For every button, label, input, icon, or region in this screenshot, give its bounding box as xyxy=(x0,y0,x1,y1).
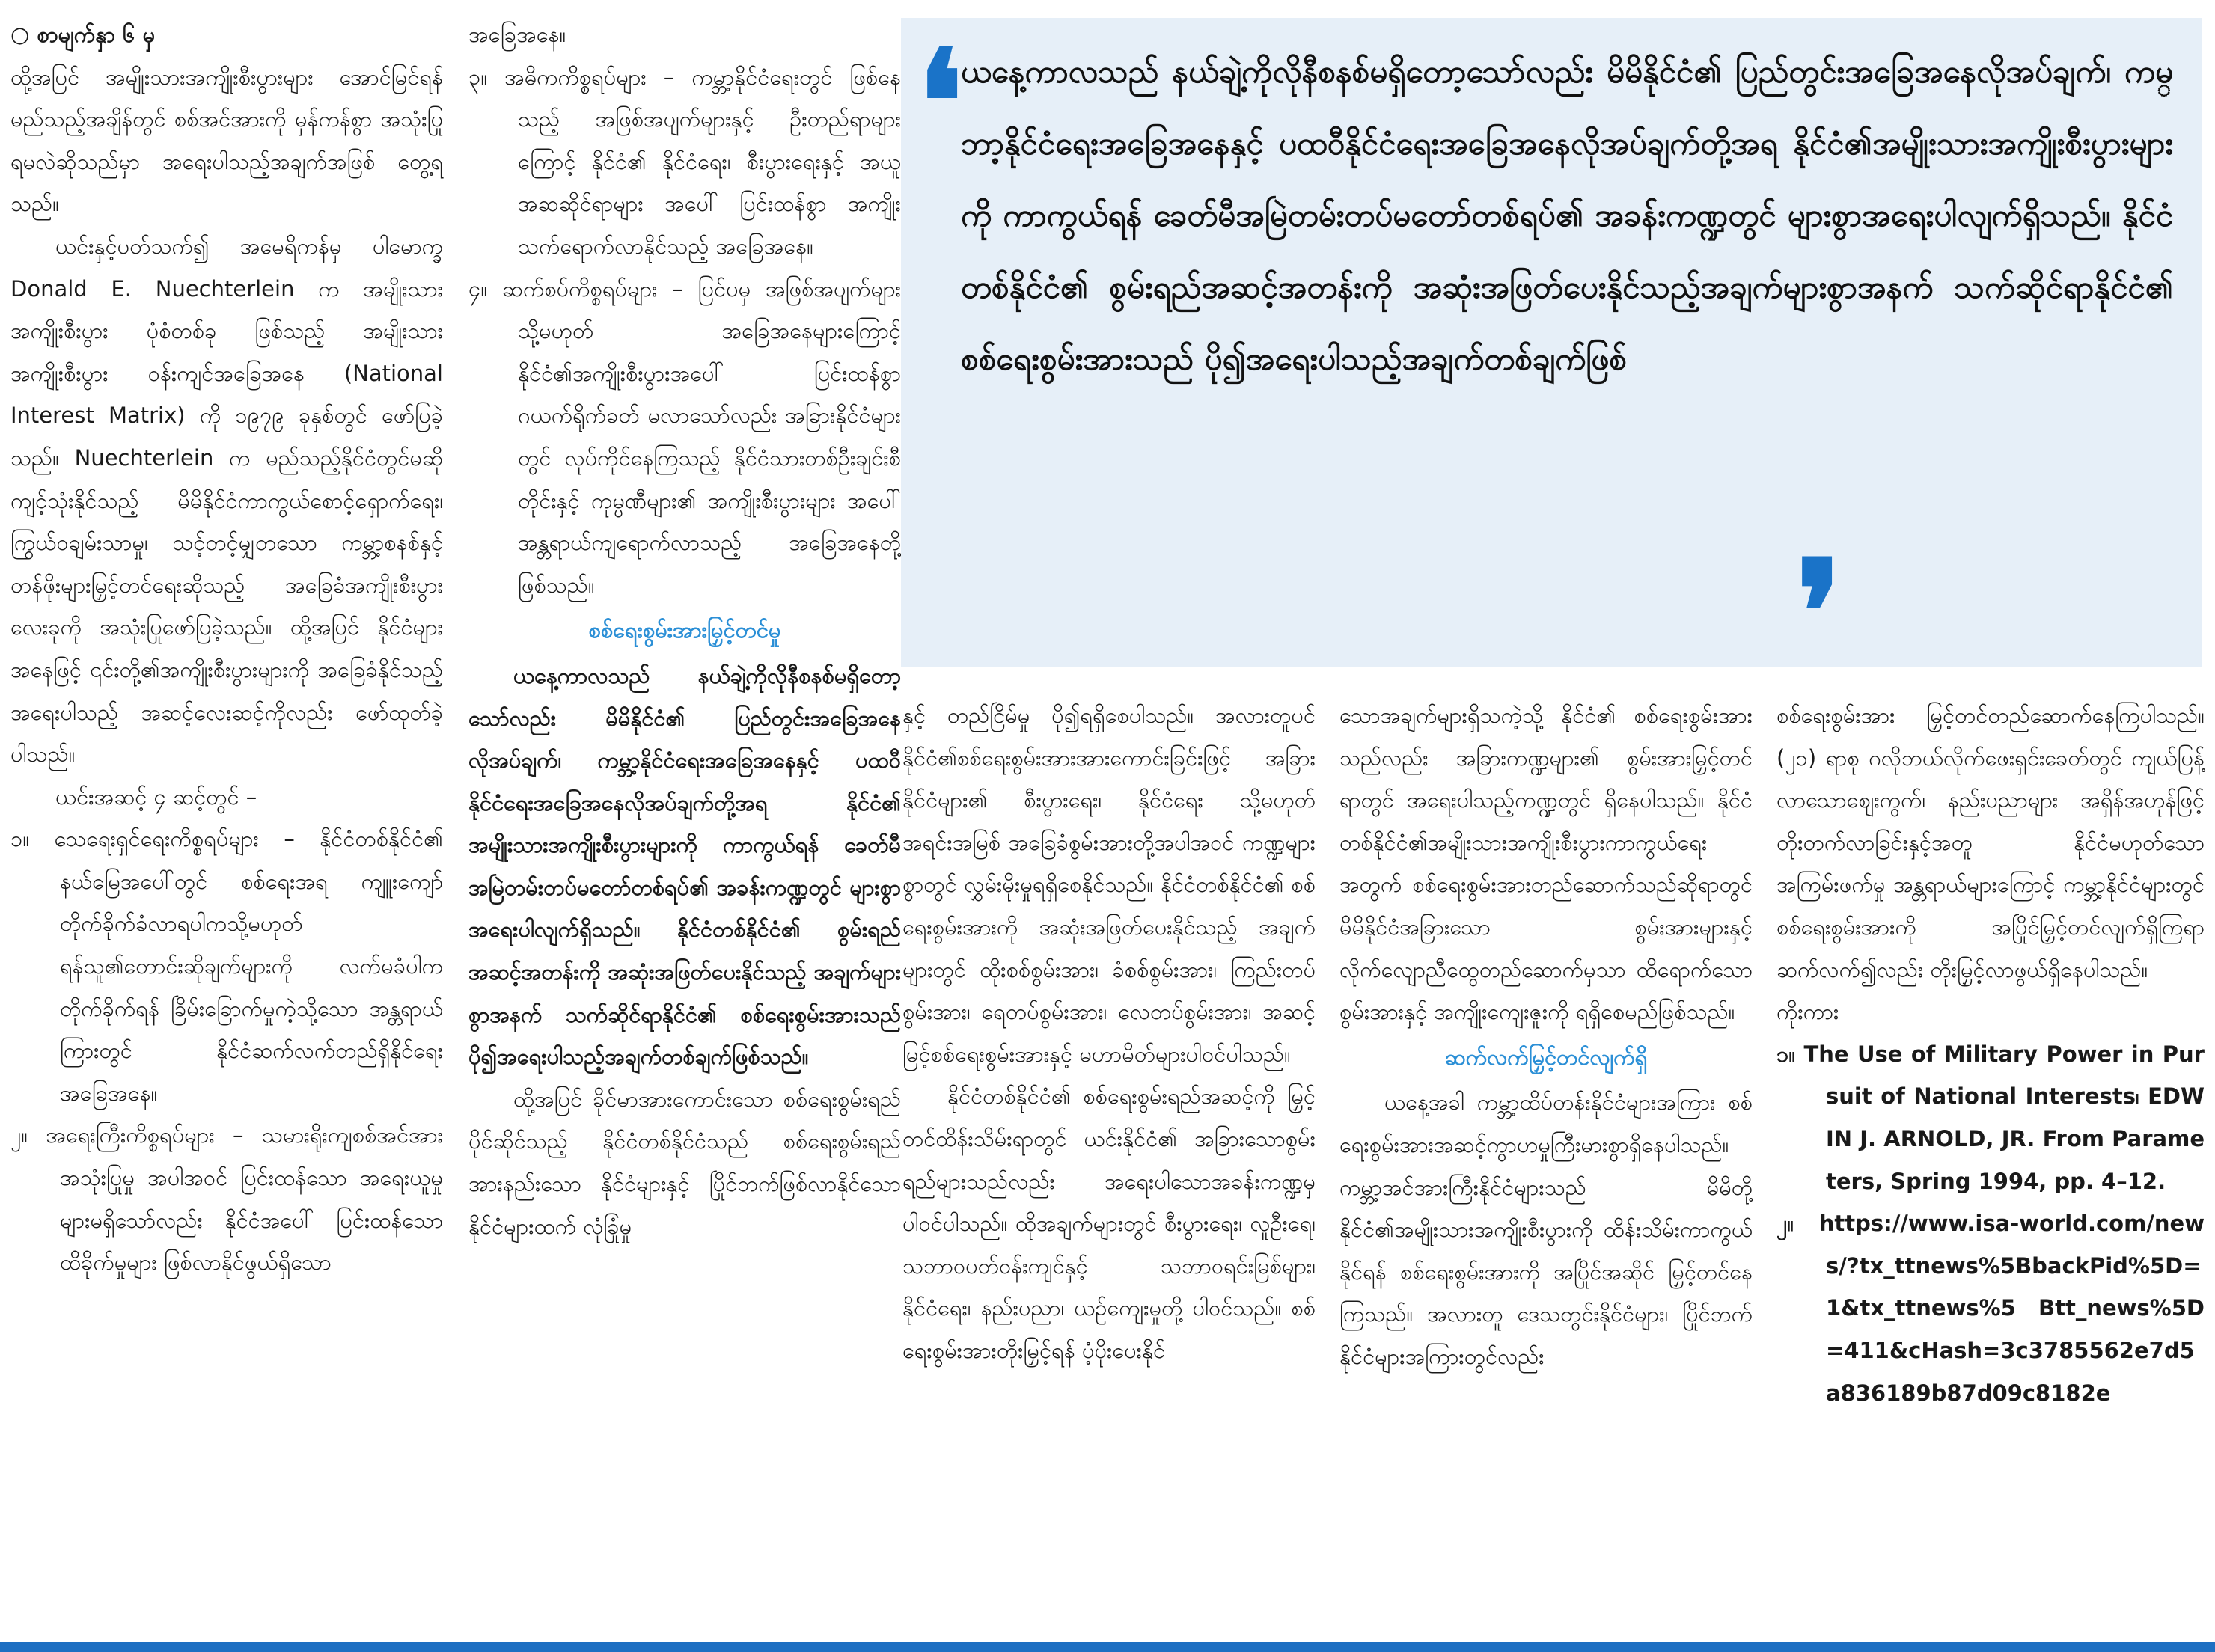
bottom-border xyxy=(0,1642,2215,1652)
paragraph: ၁။ The Use of Military Power in Pursuit of National Interests၊ EDWIN J. ARNOLD, JR. From Parameters, Spring 1994, pp. 4–12. xyxy=(1776,1041,2205,1194)
column-3 xyxy=(902,694,1316,1372)
column-4 xyxy=(1339,694,1753,1378)
paragraph: ယင်းအဆင့် ၄ ဆင့်တွင် – xyxy=(55,783,257,810)
paragraph: အခြေအနေ။ xyxy=(468,22,566,47)
column-1 xyxy=(10,13,443,1284)
paragraph: ၂။ https://www.isa-world.com/news/?tx_ttnews%5BbackPid%5D=1&tx_ttnews%5 Btt_news%5D=411&cHash=3c3785562e7d5a836189b87d09c8182e xyxy=(1776,1211,2205,1406)
paragraph: ၄။ ဆက်စပ်ကိစ္စရပ်များ – ပြင်ပမှ အဖြစ်အပျက်များ သို့မဟုတ် အခြေအနေများကြောင့် နိုင်ငံ၏အကျိုးစီးပွားအပေါ် ပြင်းထန်စွာ ဂယက်ရိုက်ခတ် မလာသော်လည်း အခြားနိုင်ငံများတွင် လုပ်ကိုင်နေကြသည့် နိုင်ငံသားတစ်ဦးချင်းစီတိုင်းနှင့် ကုမ္ပဏီများ၏ အကျိုးစီးပွားများ အပေါ် အန္တရာယ်ကျရောက်လာသည့် အခြေအနေတို့ဖြစ်သည်။ xyxy=(468,275,901,598)
pull-quote-text: ယနေ့ကာလသည် နယ်ချဲ့ကိုလိုနီစနစ်မရှိတော့သော်လည်း မိမိနိုင်ငံ၏ ပြည်တွင်းအခြေအနေလိုအပ်ချက်၊ ကမ္ဘာ့နိုင်ငံရေးအခြေအနေနှင့် ပထဝီနိုင်ငံရေးအခြေအနေလိုအပ်ချက်တို့အရ နိုင်ငံ၏အမျိုးသားအကျိုးစီးပွားများကို ကာကွယ်ရန် ခေတ်မီအမြဲတမ်းတပ်မတော်တစ်ရပ်၏ အခန်းကဏ္ဍတွင် များစွာအရေးပါလျက်ရှိသည်။ နိုင်ငံတစ်နိုင်ငံ၏ စွမ်းရည်အဆင့်အတန်းကို အဆုံးအဖြတ်ပေးနိုင်သည့်အချက်များစွာအနက် သက်ဆိုင်ရာနိုင်ငံ၏ စစ်ရေးစွမ်းအားသည် ပို၍အရေးပါသည့်အချက်တစ်ချက်ဖြစ် xyxy=(961,53,2173,377)
paragraph: ၁။ သေရေးရှင်ရေးကိစ္စရပ်များ – နိုင်ငံတစ်နိုင်ငံ၏ နယ်မြေအပေါ်တွင် စစ်ရေးအရ ကျူးကျော်တိုက်ခိုက်ခံလာရပါကသို့မဟုတ် ရန်သူ၏တောင်းဆိုချက်များကို လက်မခံပါက တိုက်ခိုက်ရန် ခြိမ်းခြောက်မှုကဲ့သို့သော အန္တရာယ်ကြားတွင် နိုင်ငံဆက်လက်တည်ရှိနိုင်ရေး အခြေအနေ။ xyxy=(10,826,443,1106)
column-5 xyxy=(1776,694,2205,1414)
closing-quote-icon: ❜ xyxy=(1796,529,1842,696)
paragraph: စစ်ရေးစွမ်းအား မြှင့်တင်တည်ဆောက်နေကြပါသည်။ (၂၁) ရာစု ဂလိုဘယ်လိုက်ဖေးရှင်းခေတ်တွင် ကျယ်ပြန့်လာသောစျေးကွက်၊ နည်းပညာများ အရှိန်အဟုန်ဖြင့် တိုးတက်လာခြင်းနှင့်အတူ နိုင်ငံမဟုတ်သော အကြမ်းဖက်မှု အန္တရာယ်များကြောင့် ကမ္ဘာ့နိုင်ငံများတွင် စစ်ရေးစွမ်းအားကို အပြိုင်မြှင့်တင်လျက်ရှိကြရာ ဆက်လက်၍လည်း တိုးမြှင့်လာဖွယ်ရှိနေပါသည်။ xyxy=(1776,703,2205,982)
paragraph: ၂။ အရေးကြီးကိစ္စရပ်များ – သမားရိုးကျစစ်အင်အားအသုံးပြုမှု အပါအဝင် ပြင်းထန်သော အရေးယူမှုများမရှိသော်လည်း နိုင်ငံအပေါ် ပြင်းထန်သော ထိခိုက်မှုများ ဖြစ်လာနိုင်ဖွယ်ရှိသော xyxy=(10,1122,443,1276)
paragraph: ယနေ့အခါ ကမ္ဘာ့ထိပ်တန်းနိုင်ငံများအကြား စစ်ရေးစွမ်းအားအဆင့်ကွာဟမှုကြီးမားစွာရှိနေပါသည်။ ကမ္ဘာ့အင်အားကြီးနိုင်ငံများသည် မိမိတို့နိုင်ငံ၏အမျိုးသားအကျိုးစီးပွားကို ထိန်းသိမ်းကာကွယ်နိုင်ရန် စစ်ရေးစွမ်းအားကို အပြိုင်အဆိုင် မြှင့်တင်နေကြသည်။ အလားတူ ဒေသတွင်းနိုင်ငံများ၊ ပြိုင်ဘက်နိုင်ငံများအကြားတွင်လည်း xyxy=(1339,1089,1753,1369)
paragraph: ၃။ အဓိကကိစ္စရပ်များ – ကမ္ဘာ့နိုင်ငံရေးတွင် ဖြစ်နေသည့် အဖြစ်အပျက်များနှင့် ဦးတည်ရာများကြောင့် နိုင်ငံ၏ နိုင်ငံရေး၊ စီးပွားရေးနှင့် အယူအဆဆိုင်ရာများ အပေါ် ပြင်းထန်စွာ အကျိုးသက်ရောက်လာနိုင်သည့် အခြေအနေ။ xyxy=(468,64,901,259)
paragraph: ထို့အပြင် ခိုင်မာအားကောင်းသော စစ်ရေးစွမ်းရည် ပိုင်ဆိုင်သည့် နိုင်ငံတစ်နိုင်ငံသည် စစ်ရေးစွမ်းရည်အားနည်းသော နိုင်ငံများနှင့် ပြိုင်ဘက်ဖြစ်လာနိုင်သော နိုင်ငံများထက် လုံခြုံမှု xyxy=(468,1086,901,1239)
column-2 xyxy=(468,13,901,1247)
paragraph: ယင်းနှင့်ပတ်သက်၍ အမေရိကန်မှ ပါမောက္ခ Donald E. Nuechterlein က အမျိုးသားအကျိုးစီးပွား ပုံစံတစ်ခု ဖြစ်သည့် အမျိုးသားအကျိုးစီးပွား ဝန်းကျင်အခြေအနေ (National Interest Matrix) ကို ၁၉၇၉ ခုနှစ်တွင် ဖော်ပြခဲ့သည်။ Nuechterlein က မည်သည့်နိုင်ငံတွင်မဆို ကျင့်သုံးနိုင်သည့် မိမိနိုင်ငံကာကွယ်စောင့်ရှောက်ရေး၊ ကြွယ်ဝချမ်းသာမှု၊ သင့်တင့်မျှတသော ကမ္ဘာ့စနစ်နှင့် တန်ဖိုးများမြှင့်တင်ရေးဆိုသည့် အခြေခံအကျိုးစီးပွား လေးခုကို အသုံးပြုဖော်ပြခဲ့သည်။ ထို့အပြင် နိုင်ငံများ အနေဖြင့် ၎င်းတို့၏အကျိုးစီးပွားများကို အခြေခံနိုင်သည့် အရေးပါသည့် အဆင့်လေးဆင့်ကိုလည်း ဖော်ထုတ်ခဲ့ပါသည်။ xyxy=(10,233,443,768)
paragraph: ယနေ့ကာလသည် နယ်ချဲ့ကိုလိုနီစနစ်မရှိတော့သော်လည်း မိမိနိုင်ငံ၏ ပြည်တွင်းအခြေအနေလိုအပ်ချက်၊ ကမ္ဘာ့နိုင်ငံရေးအခြေအနေနှင့် ပထဝီနိုင်ငံရေးအခြေအနေလိုအပ်ချက်တို့အရ နိုင်ငံ၏ အမျိုးသားအကျိုးစီးပွားများကို ကာကွယ်ရန် ခေတ်မီအမြဲတမ်းတပ်မတော်တစ်ရပ်၏ အခန်းကဏ္ဍတွင် များစွာအရေးပါလျက်ရှိသည်။ နိုင်ငံတစ်နိုင်ငံ၏ စွမ်းရည်အဆင့်အတန်းကို အဆုံးအဖြတ်ပေးနိုင်သည့် အချက်များစွာအနက် သက်ဆိုင်ရာနိုင်ငံ၏ စစ်ရေးစွမ်းအားသည် ပို၍အရေးပါသည့်အချက်တစ်ချက်ဖြစ်သည်။ xyxy=(468,662,901,1070)
paragraph: နှင့် တည်ငြိမ်မှု ပို၍ရရှိစေပါသည်။ အလားတူပင် နိုင်ငံ၏စစ်ရေးစွမ်းအားအားကောင်းခြင်းဖြင့် အခြားနိုင်ငံများ၏ စီးပွားရေး၊ နိုင်ငံရေး သို့မဟုတ် အရင်းအမြစ် အခြေခံစွမ်းအားတို့အပါအဝင် ကဏ္ဍများစွာတွင် လွှမ်းမိုးမှုရရှိစေနိုင်သည်။ နိုင်ငံတစ်နိုင်ငံ၏ စစ်ရေးစွမ်းအားကို အဆုံးအဖြတ်ပေးနိုင်သည့် အချက်များတွင် ထိုးစစ်စွမ်းအား၊ ခံစစ်စွမ်းအား၊ ကြည်းတပ်စွမ်းအား၊ ရေတပ်စွမ်းအား၊ လေတပ်စွမ်းအား၊ အဆင့်မြင့်စစ်ရေးစွမ်းအားနှင့် မဟာမိတ်များပါဝင်ပါသည်။ xyxy=(902,703,1316,1067)
opening-quote-icon: ❛ xyxy=(917,19,964,186)
section-subheading: စစ်ရေးစွမ်းအားမြှင့်တင်မှု xyxy=(588,617,781,643)
paragraph: သောအချက်များရှိသကဲ့သို့ နိုင်ငံ၏ စစ်ရေးစွမ်းအားသည်လည်း အခြားကဏ္ဍများ၏ စွမ်းအားမြှင့်တင်ရာတွင် အရေးပါသည့်ကဏ္ဍတွင် ရှိနေပါသည်။ နိုင်ငံတစ်နိုင်ငံ၏အမျိုးသားအကျိုးစီးပွားကာကွယ်ရေးအတွက် စစ်ရေးစွမ်းအားတည်ဆောက်သည်ဆိုရာတွင် မိမိနိုင်ငံအခြားသော စွမ်းအားများနှင့်လိုက်လျောညီထွေတည်ဆောက်မှသာ ထိရောက်သောစွမ်းအားနှင့် အကျိုးကျေးဇူးကို ရရှိစေမည်ဖြစ်သည်။ xyxy=(1339,703,1753,1025)
paragraph: နိုင်ငံတစ်နိုင်ငံ၏ စစ်ရေးစွမ်းရည်အဆင့်ကို မြှင့်တင်ထိန်းသိမ်းရာတွင် ယင်းနိုင်ငံ၏ အခြားသောစွမ်းရည်များသည်လည်း အရေးပါသောအခန်းကဏ္ဍမှ ပါဝင်ပါသည်။ ထိုအချက်များတွင် စီးပွားရေး၊ လူဦးရေ၊ သဘာဝပတ်ဝန်းကျင်နှင့် သဘာဝရင်းမြစ်များ၊ နိုင်ငံရေး၊ နည်းပညာ၊ ယဉ်ကျေးမှုတို့ ပါဝင်သည်။ စစ်ရေးစွမ်းအားတိုးမြှင့်ရန် ပံ့ပိုးပေးနိုင် xyxy=(902,1083,1316,1363)
section-subheading: ဆက်လက်မြှင့်တင်လျက်ရှိ xyxy=(1444,1044,1648,1070)
paragraph: ○ စာမျက်နှာ ၆ မှ xyxy=(10,22,156,47)
pull-quote-box xyxy=(901,18,2202,696)
paragraph: ထို့အပြင် အမျိုးသားအကျိုးစီးပွားများ အောင်မြင်ရန် မည်သည့်အချိန်တွင် စစ်အင်အားကို မှန်ကန်စွာ အသုံးပြုရမလဲဆိုသည်မှာ အရေးပါသည့်အချက်အဖြစ် တွေ့ရသည်။ xyxy=(10,64,443,217)
paragraph: ကိုးကား xyxy=(1776,999,1839,1025)
